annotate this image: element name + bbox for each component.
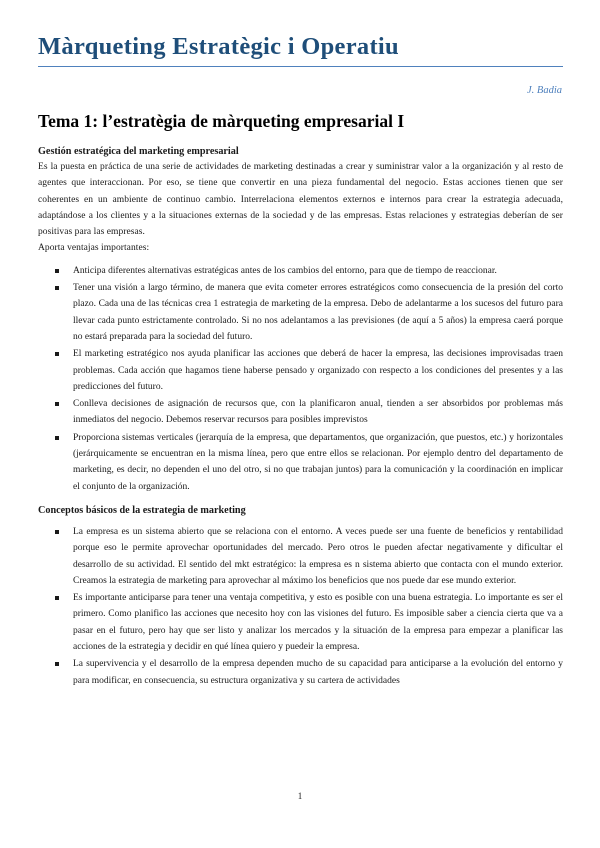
- bullet-icon: [55, 662, 59, 666]
- document-page: [38, 32, 563, 690]
- concepts-list: [38, 524, 563, 689]
- list-item-text: Proporciona sistemas verticales (jerarquía de la empresa, que departamentos, que organización, que puestos, etc.) y horizontales (jerárquicamente se encuentran en la misma línea, pero que entre ellos se relacionan. Por ejemplo dentro del departamento de marketing, es decir, no dependen el uno del otro, si no que trabajan juntos) para la comunicación y la coordinación en implicar el conjunto de la organización.: [73, 432, 563, 492]
- section-heading-gestion: Gestión estratégica del marketing empresarial: [38, 146, 239, 157]
- bullet-icon: [55, 530, 59, 534]
- list-item-text: El marketing estratégico nos ayuda planificar las acciones que deberá de hacer la empresa, las decisiones improvisadas traen problemas. Cada acción que hagamos tiene haberse pensado y organizado con respecto a los condiciones del presentes y a las predicciones del futuro.: [73, 349, 563, 392]
- page-number: 1: [297, 791, 303, 801]
- section-heading-conceptos: Conceptos básicos de la estrategia de marketing: [38, 504, 246, 516]
- intro-paragraph: Es la puesta en práctica de una serie de actividades de marketing destinadas a crear y suministrar valor a la organización y al resto de agentes que interaccionan. Por eso, se tiene que convertir en una pieza fundamental del negocio. Estas acciones tienen que ser coherentes en un ambiente de continuo cambio. Interrelaciona elementos externos e internos para crear la estrategia adecuada, adaptándose a los clientes y a la situaciones externas de la sociedad y de las empresas. Estas relaciones y estrategias deberían de ser positivas para las empresas.: [38, 162, 563, 238]
- bullet-icon: [55, 436, 59, 440]
- list-item: [38, 346, 563, 395]
- bullet-icon: [55, 286, 59, 290]
- list-item: [38, 430, 563, 495]
- bullet-icon: [55, 269, 59, 273]
- list-item: [38, 263, 563, 279]
- list-item: [38, 524, 563, 589]
- list-item: [38, 280, 563, 345]
- author-name: J. Badia: [527, 85, 562, 96]
- document-title: Màrqueting Estratègic i Operatiu: [38, 33, 399, 60]
- list-item-text: Anticipa diferentes alternativas estratégicas antes de los cambios del entorno, para que de tiempo de reaccionar.: [73, 265, 497, 276]
- list-item-text: La empresa es un sistema abierto que se relaciona con el entorno. A veces puede ser una fuente de beneficios y rentabilidad porque eso le permite aprovechar oportunidades del mercado. Pero otros le pueden afectar negativamente y dificultar el desarrollo de su actividad. El sentido del mkt estratégico: la empresa es n sistema abierto que contacta con el mundo exterior. Creamos la estrategia de marketing para aprovechar al máximo los beneficios que nos puede dar ese mundo exterior.: [73, 526, 563, 586]
- list-item-text: Es importante anticiparse para tener una ventaja competitiva, y esto es posible con una buena estrategia. Lo importante es ser el primero. Como planifico las acciones que necesito hoy con las visiones del futuro. Es imposible saber a ciencia cierta que va a pasar en el futuro, pero hay que ser listo y analizar los mercados y la situación de la empresa para empezar a planificar las acciones de la estrategia y decidir en qué línea quiero y puedeir la empresa.: [73, 593, 563, 653]
- bullet-icon: [55, 402, 59, 406]
- advantages-list: [38, 263, 563, 495]
- list-item: [38, 656, 563, 689]
- topic-title: Tema 1: l’estratègia de màrqueting empresarial I: [38, 111, 405, 131]
- list-item-text: Tener una visión a largo término, de manera que evita cometer errores estratégicos como consecuencia de la presión del corto plazo. Cada una de las técnicas crea 1 estrategia de marketing de la empresa. Debo de adelantarme a los sucesos del futuro para llevar cada punto estrictamente controlado. Si no nos adelantamos a las previsiones (de aquí a 5 años) la empresa caerá porque no estará preparada para la sociedad del futuro.: [73, 283, 563, 342]
- list-item: [38, 590, 563, 655]
- bullet-icon: [55, 352, 59, 356]
- list-item: [38, 396, 563, 429]
- advantages-lead: Aporta ventajas importantes:: [38, 243, 150, 254]
- title-underline: [38, 66, 563, 67]
- list-item-text: Conlleva decisiones de asignación de recursos que, con la planificaron anual, tienden a ser absorbidos por problemas más inmediatos del negocio. Debemos reservar recursos para posibles imprevistos: [73, 399, 563, 426]
- list-item-text: La supervivencia y el desarrollo de la empresa dependen mucho de su capacidad para anticiparse a la evolución del entorno y para modificar, en consecuencia, su estructura organizativa y su cartera de actividades: [73, 659, 563, 686]
- bullet-icon: [55, 596, 59, 600]
